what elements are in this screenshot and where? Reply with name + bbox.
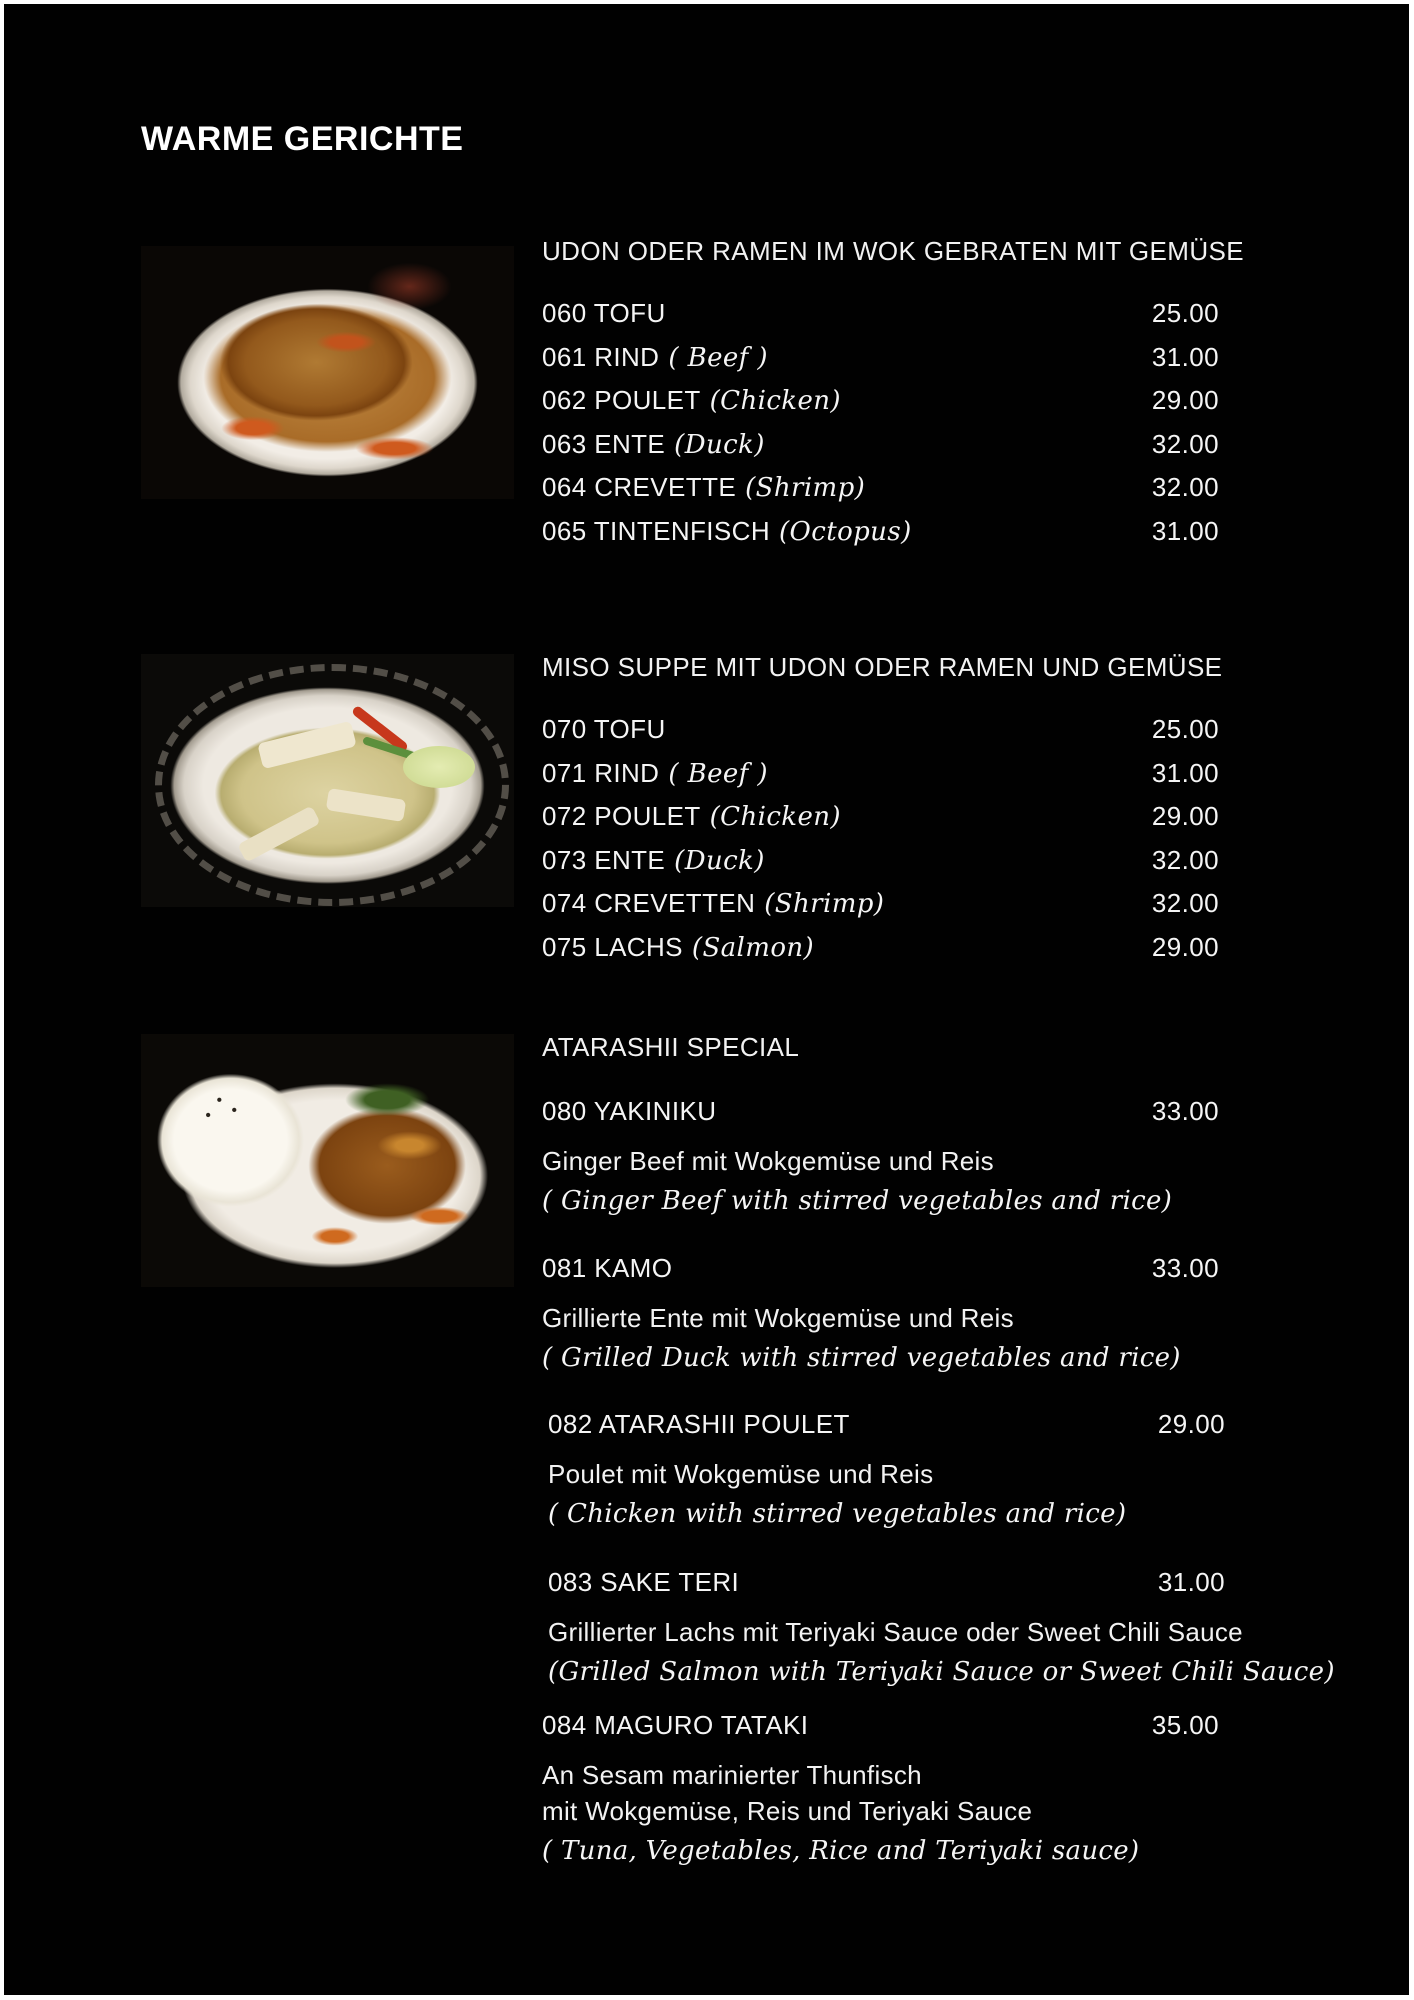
item-name-en: (Shrimp) [764, 889, 885, 919]
menu-item-row [542, 845, 1219, 889]
item-name-de: 074 CREVETTEN [542, 888, 756, 918]
item-name-de: 073 ENTE [542, 844, 666, 875]
item-name [542, 516, 912, 547]
menu-item-list [542, 298, 1219, 559]
item-price: 32.00 [1151, 428, 1219, 459]
menu-item-row [542, 1096, 1219, 1140]
item-price: 31.00 [1151, 341, 1219, 372]
item-name-de: 065 TINTENFISCH [542, 515, 771, 546]
item-name [542, 714, 675, 745]
item-name: 084 MAGURO TATAKI [542, 1710, 809, 1740]
item-name [542, 758, 768, 789]
menu-item-row [542, 516, 1219, 560]
menu-item-row [542, 932, 1219, 976]
menu-item-row [542, 1710, 1219, 1754]
menu-item-row [542, 1253, 1219, 1297]
item-name [542, 472, 865, 503]
item-price: 29.00 [1151, 931, 1219, 962]
item-name: 080 YAKINIKU [542, 1096, 717, 1126]
section-heading: ATARASHII SPECIAL [542, 1032, 800, 1062]
item-name [542, 888, 884, 919]
item-name-en: (Duck) [674, 845, 765, 876]
item-name-de: 064 CREVETTE [542, 472, 737, 502]
item-name-en: (Chicken) [709, 802, 841, 832]
menu-item-row [542, 342, 1219, 386]
menu-item-row [542, 888, 1219, 932]
item-description-de: An Sesam marinierter Thunfisch [542, 1759, 922, 1790]
item-name-de: 063 ENTE [542, 428, 666, 459]
special-item-block [542, 1096, 1219, 1216]
section-content [542, 652, 1223, 975]
item-name-de: 070 TOFU [542, 714, 666, 744]
item-name-de: 060 TOFU [542, 298, 666, 328]
special-item-block [542, 1567, 1335, 1687]
item-description-de: mit Wokgemüse, Reis und Teriyaki Sauce [542, 1795, 1033, 1826]
item-name: 082 ATARASHII POULET [548, 1409, 850, 1439]
item-name-de: 075 LACHS [542, 931, 683, 962]
dish-photo-miso-soup [141, 654, 514, 907]
item-name-de: 072 POULET [542, 801, 701, 831]
item-description-en: (Grilled Salmon with Teriyaki Sauce or Sweet Chili Sauce) [548, 1656, 1335, 1687]
page-title: WARME GERICHTE [141, 120, 464, 158]
section-content [542, 1032, 1335, 1866]
item-name-en: ( Beef ) [668, 342, 768, 373]
item-name-de: 061 RIND [542, 341, 660, 372]
menu-item-row [542, 298, 1219, 342]
item-price: 33.00 [1151, 1253, 1219, 1283]
item-name [542, 298, 675, 329]
menu-page [4, 4, 1409, 1995]
item-price: 25.00 [1151, 714, 1219, 744]
item-name [542, 342, 768, 373]
item-price: 32.00 [1151, 844, 1219, 875]
cabbage-leaf [403, 746, 475, 788]
item-name [542, 385, 841, 416]
menu-item-row [542, 801, 1219, 845]
item-description-de: Grillierter Lachs mit Teriyaki Sauce oder Sweet Chili Sauce [548, 1616, 1243, 1647]
item-name [542, 801, 841, 832]
dish-photo-rice-stirfry [141, 1034, 514, 1287]
item-price: 29.00 [1157, 1409, 1225, 1439]
item-description-en: ( Tuna, Vegetables, Rice and Teriyaki sauce) [542, 1835, 1140, 1866]
item-name-en: (Chicken) [709, 386, 841, 416]
item-name-de: 062 POULET [542, 385, 701, 415]
item-price: 35.00 [1151, 1710, 1219, 1740]
item-description-de: Grillierte Ente mit Wokgemüse und Reis [542, 1302, 1014, 1333]
item-description-en: ( Ginger Beef with stirred vegetables and rice) [542, 1185, 1173, 1216]
item-price: 32.00 [1151, 888, 1219, 918]
item-description-de: Poulet mit Wokgemüse und Reis [548, 1458, 934, 1489]
item-name-en: (Salmon) [691, 932, 815, 963]
menu-item-row [542, 472, 1219, 516]
item-name-en: (Octopus) [779, 516, 912, 547]
item-price: 31.00 [1157, 1567, 1225, 1597]
item-name [542, 932, 814, 963]
section-heading: UDON ODER RAMEN IM WOK GEBRATEN MIT GEMÜSE [542, 236, 1244, 266]
item-name: 081 KAMO [542, 1253, 673, 1283]
menu-item-row [542, 714, 1219, 758]
item-description-en: ( Chicken with stirred vegetables and rice) [548, 1498, 1127, 1529]
item-price: 31.00 [1151, 757, 1219, 788]
item-name-de: 071 RIND [542, 757, 660, 788]
special-item-block [542, 1710, 1219, 1866]
item-name: 083 SAKE TERI [548, 1567, 740, 1597]
menu-item-row [548, 1409, 1225, 1453]
item-description-en: ( Grilled Duck with stirred vegetables and rice) [542, 1342, 1181, 1373]
item-name-en: ( Beef ) [668, 758, 768, 789]
item-price: 29.00 [1151, 801, 1219, 831]
item-price: 31.00 [1151, 515, 1219, 546]
item-name [542, 845, 765, 876]
item-price: 25.00 [1151, 298, 1219, 328]
dish-photo-udon-wok [141, 246, 514, 499]
item-description-de: Ginger Beef mit Wokgemüse und Reis [542, 1145, 994, 1176]
menu-item-row [548, 1567, 1225, 1611]
item-name-en: (Duck) [674, 429, 765, 460]
section-content [542, 236, 1244, 559]
menu-item-list [542, 714, 1219, 975]
item-price: 32.00 [1151, 472, 1219, 502]
item-price: 33.00 [1151, 1096, 1219, 1126]
item-name [542, 429, 765, 460]
menu-item-row [542, 385, 1219, 429]
menu-item-row [542, 758, 1219, 802]
item-price: 29.00 [1151, 385, 1219, 415]
menu-item-row [542, 429, 1219, 473]
special-item-block [542, 1409, 1225, 1529]
item-name-en: (Shrimp) [745, 473, 866, 503]
section-heading: MISO SUPPE MIT UDON ODER RAMEN UND GEMÜSE [542, 652, 1223, 682]
special-item-block [542, 1253, 1219, 1373]
